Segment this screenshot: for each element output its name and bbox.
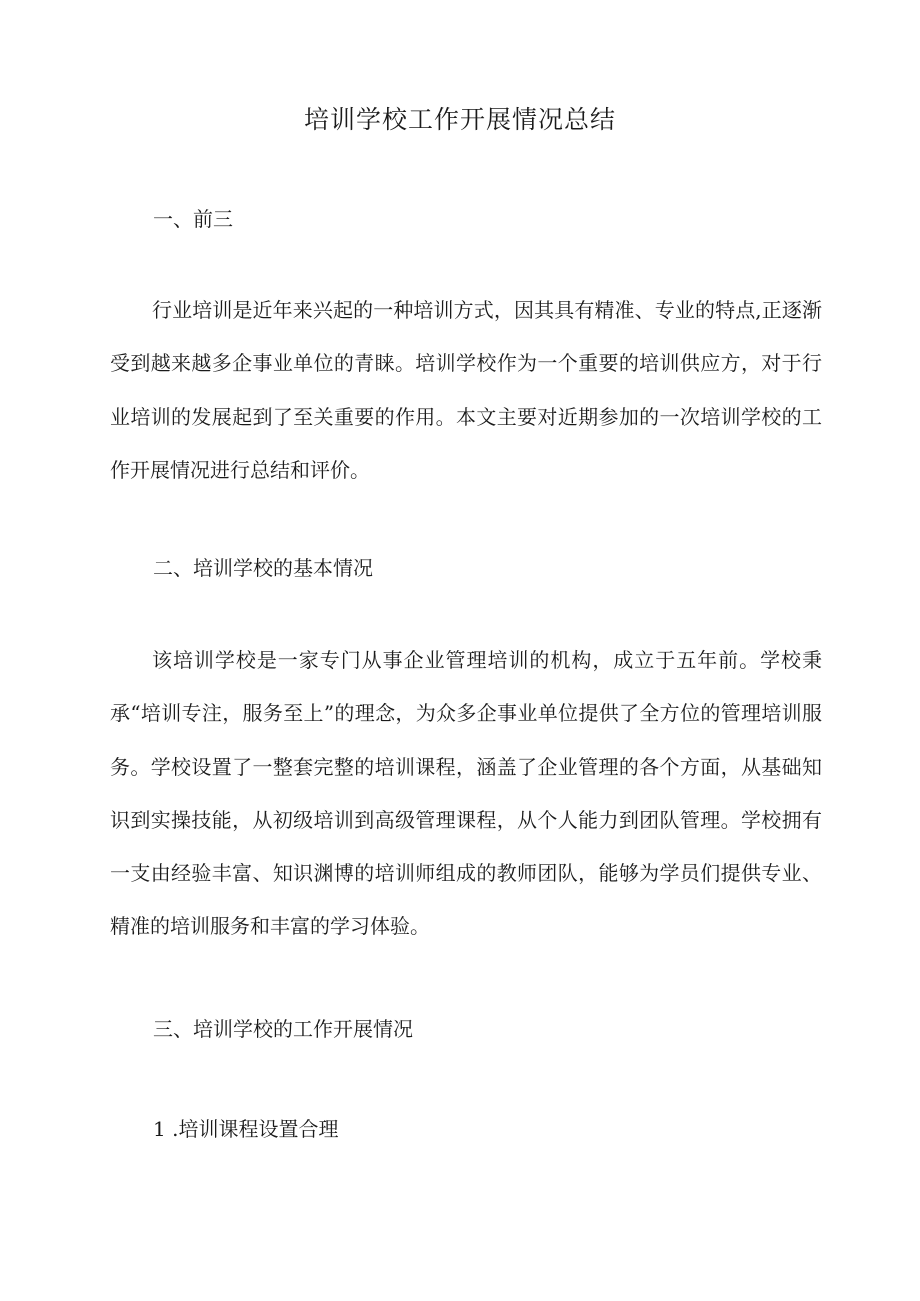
section-heading-basic-info: 二、培训学校的基本情况 xyxy=(153,556,373,580)
section-heading-preface: 一、前三 xyxy=(153,207,233,231)
subsection-heading-course-design: 1 .培训课程设置合理 xyxy=(153,1117,339,1141)
document-title: 培训学校工作开展情况总结 xyxy=(303,105,616,134)
paragraph-preface: 行业培训是近年来兴起的一种培训方式，因其具有精准、专业的特点,正逐渐受到越来越多企事业单位的青睐。培训学校作为一个重要的培训供应方，对于行业培训的发展起到了至关重要的作用。本文主要对近期参加的一次培训学校的工作开展情况进行总结和评价。 xyxy=(110,298,822,482)
paragraph-basic-info: 该培训学校是一家专门从事企业管理培训的机构，成立于五年前。学校秉承“培训专注，服务至上”的理念，为众多企事业单位提供了全方位的管理培训服务。学校设置了一整套完整的培训课程，涵盖了企业管理的各个方面，从基础知识到实操技能，从初级培训到高级管理课程，从个人能力到团队管理。学校拥有一支由经验丰富、知识渊博的培训师组成的教师团队，能够为学员们提供专业、精准的培训服务和丰富的学习体验。 xyxy=(110,648,822,939)
section-heading-work-progress: 三、培训学校的工作开展情况 xyxy=(153,1017,413,1041)
